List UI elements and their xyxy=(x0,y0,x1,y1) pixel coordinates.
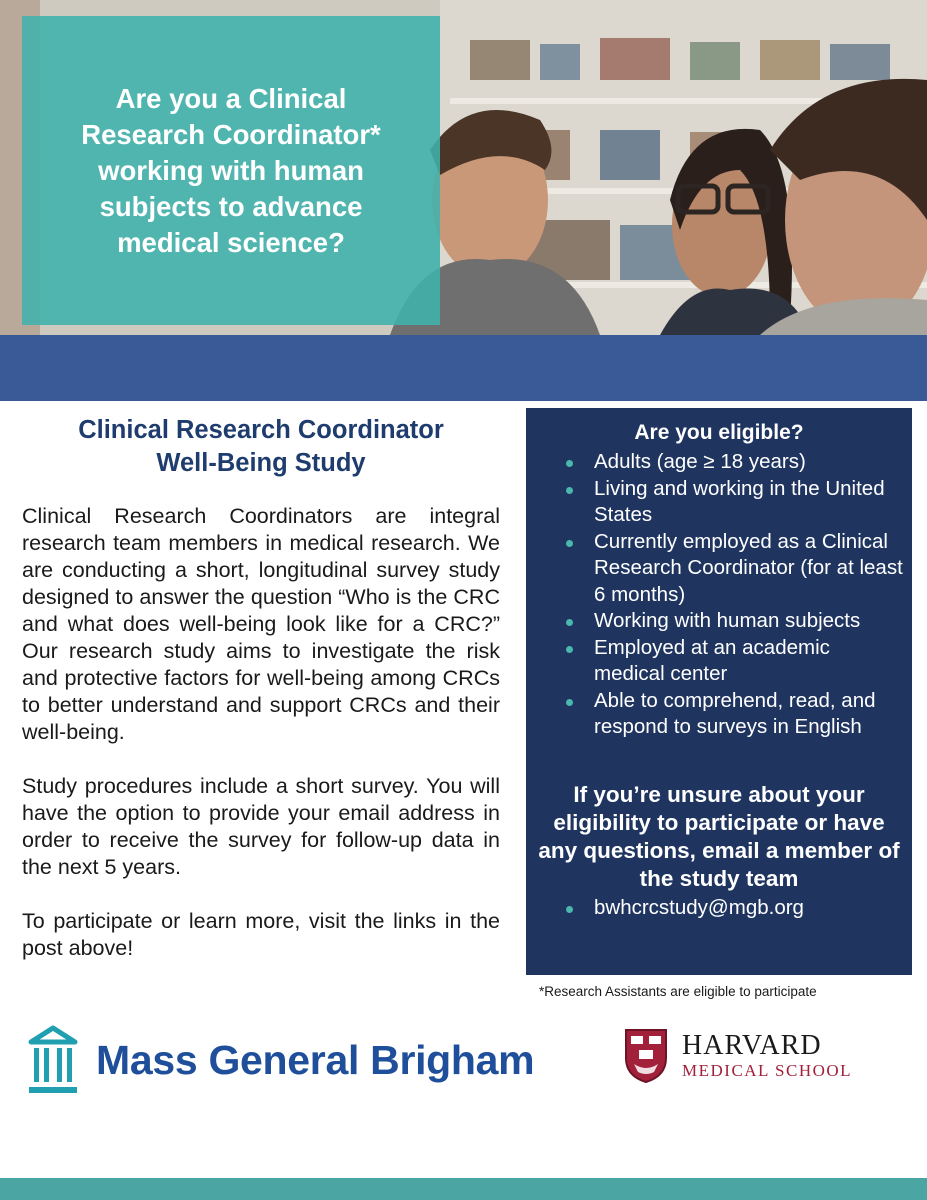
bullet-icon xyxy=(566,619,573,626)
hero-photo xyxy=(0,0,927,335)
contact-item xyxy=(526,895,912,922)
footnote: *Research Assistants are eligible to participate xyxy=(539,984,817,999)
hero-headline: Are you a Clinical Research Coordinator* working with human subjects to advance medical science? xyxy=(81,82,381,258)
harvard-shield-icon xyxy=(624,1028,668,1084)
criteria-text: Working with human subjects xyxy=(594,609,861,632)
criteria-text: Living and working in the United States xyxy=(594,476,885,526)
medical-school-text: MEDICAL SCHOOL xyxy=(682,1061,853,1080)
eligibility-criteria-list xyxy=(526,446,912,741)
contact-heading: If you’re unsure about your eligibility to participate or have any questions, email a member of the study team xyxy=(538,781,900,891)
contact-list xyxy=(526,893,912,922)
criteria-item xyxy=(526,476,912,529)
criteria-item xyxy=(526,449,912,476)
mgb-wordmark: Mass General Brigham xyxy=(96,1036,535,1083)
criteria-text: Employed at an academic medical center xyxy=(594,635,830,685)
bullet-icon xyxy=(566,906,573,913)
harvard-wordmark xyxy=(682,1031,852,1081)
harvard-medical-school-logo xyxy=(624,1028,852,1084)
header-band xyxy=(0,335,927,401)
study-title-line2: Well-Being Study xyxy=(156,449,366,477)
bullet-icon xyxy=(566,487,573,494)
contact-email-link[interactable]: bwhcrcstudy@mgb.org xyxy=(594,895,804,919)
criteria-text: Currently employed as a Clinical Research Coordinator (for at least 6 months) xyxy=(594,529,903,606)
bullet-icon xyxy=(566,540,573,547)
criteria-item xyxy=(526,635,912,688)
hero-headline-panel xyxy=(22,16,440,325)
eligibility-heading: Are you eligible? xyxy=(634,421,804,444)
mass-general-brigham-logo xyxy=(28,1024,534,1096)
footer-band xyxy=(0,1178,927,1200)
harvard-text: HARVARD xyxy=(682,1030,822,1061)
study-paragraph: Clinical Research Coordinators are integral research team members in medical research. We are conducting a short, longitudinal survey study designed to answer the question “Who is the CRC and what does well-being look like for a CRC?” Our research study aims to investigate the risk and protective factors for well-being among CRCs to better understand and support CRCs and their well-being. xyxy=(22,504,500,744)
study-paragraph: To participate or learn more, visit the links in the post above! xyxy=(22,909,500,960)
study-description xyxy=(22,503,500,989)
mgb-building-icon xyxy=(28,1024,78,1096)
eligibility-panel xyxy=(526,408,912,975)
criteria-item xyxy=(526,529,912,609)
criteria-item xyxy=(526,608,912,635)
bullet-icon xyxy=(566,699,573,706)
criteria-text: Adults (age ≥ 18 years) xyxy=(594,450,806,473)
study-title xyxy=(22,414,500,480)
study-paragraph: Study procedures include a short survey. You will have the option to provide your email address in order to receive the survey for follow-up data in the next 5 years. xyxy=(22,774,500,879)
bullet-icon xyxy=(566,646,573,653)
bullet-icon xyxy=(566,460,573,467)
criteria-item xyxy=(526,688,912,741)
criteria-text: Able to comprehend, read, and respond to surveys in English xyxy=(594,688,876,738)
study-title-line1: Clinical Research Coordinator xyxy=(78,416,444,444)
